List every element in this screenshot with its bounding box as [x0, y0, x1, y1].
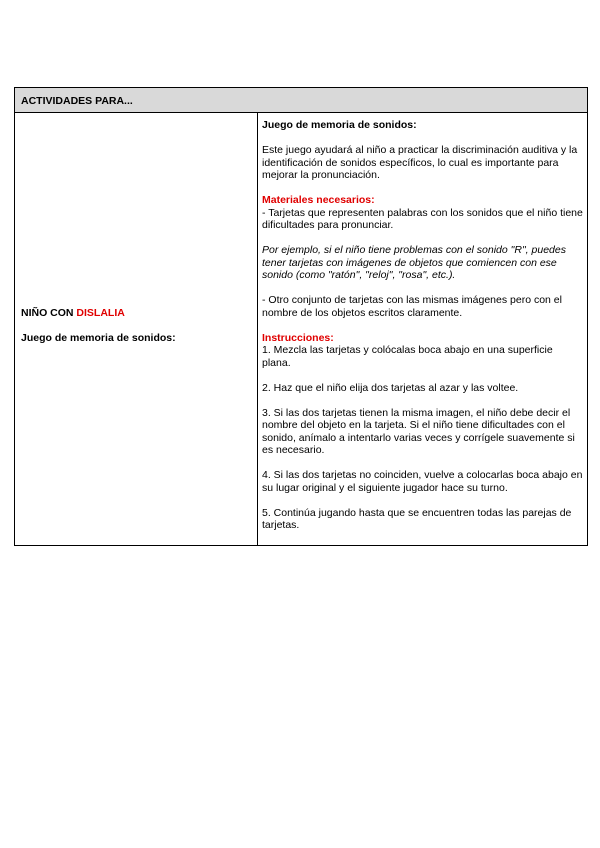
- materials-item-2: - Otro conjunto de tarjetas con las mismas imágenes pero con el nombre de los objetos escritos claramente.: [262, 294, 562, 319]
- instruction-step-3: 3. Si las dos tarjetas tienen la misma imagen, el niño debe decir el nombre del objeto en la tarjeta. Si el niño tiene dificultades con el sonido, anímalo a intentarlo varias veces y corrígele suavemente si es necesario.: [262, 406, 575, 456]
- materials-section: [262, 194, 583, 232]
- materials-heading: Materiales necesarios:: [262, 194, 375, 206]
- activity-title: Juego de memoria de sonidos:: [262, 119, 417, 131]
- materials-example: Por ejemplo, si el niño tiene problemas con el sonido "R", puedes tener tarjetas con imágenes de objetos que comiencen con ese sonido (como "ratón", "reloj", "rosa", etc.).: [262, 244, 566, 281]
- instruction-step-4: 4. Si las dos tarjetas no coinciden, vuelve a colocarlas boca abajo en su lugar original y el siguiente jugador hace su turno.: [262, 469, 583, 494]
- activity-subtitle: Juego de memoria de sonidos:: [21, 332, 176, 344]
- left-cell-content: [21, 307, 176, 345]
- instructions-heading: Instrucciones:: [262, 331, 334, 344]
- right-cell: [258, 113, 587, 545]
- condition-title: [21, 307, 176, 320]
- instructions-section: [262, 332, 583, 370]
- left-cell: [15, 113, 258, 545]
- instruction-step-5: 5. Continúa jugando hasta que se encuentren todas las parejas de tarjetas.: [262, 506, 572, 531]
- materials-item-1: - Tarjetas que representen palabras con los sonidos que el niño tiene dificultades para pronunciar.: [262, 206, 583, 231]
- activity-intro: Este juego ayudará al niño a practicar la discriminación auditiva y la identificación de sonidos específicos, lo cual es importante para mejorar la pronunciación.: [262, 144, 578, 181]
- table-row: [15, 113, 587, 545]
- activities-table: [14, 87, 588, 546]
- table-header: ACTIVIDADES PARA...: [15, 88, 587, 113]
- instruction-step-2: 2. Haz que el niño elija dos tarjetas al azar y las voltee.: [262, 381, 519, 394]
- condition-title-highlight: DISLALIA: [76, 307, 125, 319]
- condition-title-prefix: NIÑO CON: [21, 307, 77, 319]
- instruction-step-1: 1. Mezcla las tarjetas y colócalas boca abajo en una superficie plana.: [262, 344, 553, 369]
